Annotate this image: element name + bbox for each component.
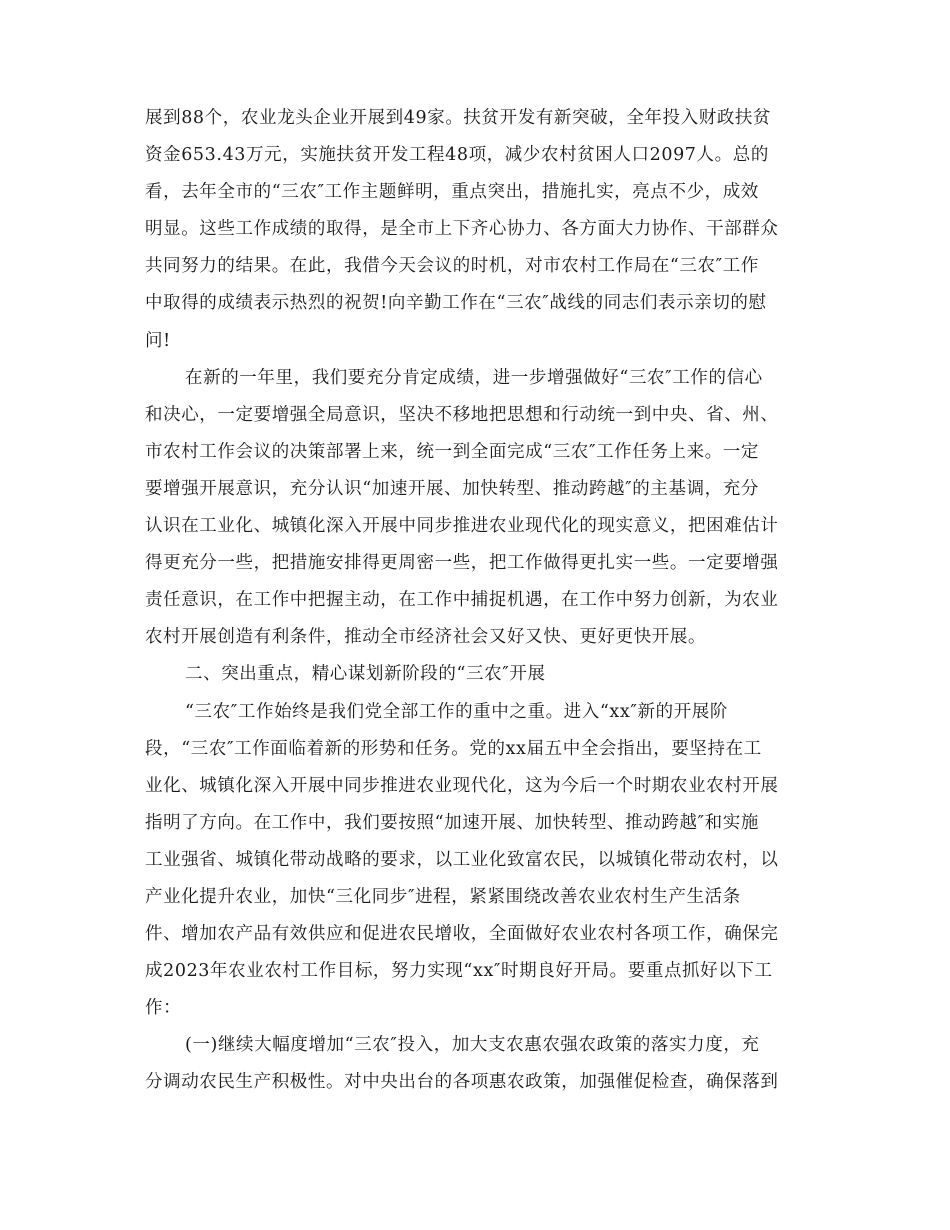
text-line: “三农″工作始终是我们党全部工作的重中之重。进入“xx″新的开展阶 [185, 701, 729, 722]
text-line: 业化、城镇化深入开展中同步推进农业现代化，这为今后一个时期农业农村开展 [145, 775, 779, 796]
text-line: 共同努力的结果。在此，我借今天会议的时机，对市农村工作局在“三农″工作 [145, 256, 759, 277]
text-line: 明显。这些工作成绩的取得，是全市上下齐心协力、各方面大力协作、干部群众 [145, 219, 779, 240]
text-line: 段，“三农″工作面临着新的形势和任务。党的xx届五中全会指出，要坚持在工 [145, 738, 762, 759]
text-line: 责任意识，在工作中把握主动，在工作中捕捉机遇，在工作中努力创新，为农业 [145, 590, 779, 611]
text-line: 产业化提升农业，加快“三化同步″进程，紧紧围绕改善农业农村生产生活条 [145, 886, 741, 907]
text-line: 展到88个，农业龙头企业开展到49家。扶贫开发有新突破，全年投入财政扶贫 [145, 108, 772, 128]
text-line: 看，去年全市的“三农″工作主题鲜明，重点突出，措施扎实，亮点不少，成效 [145, 182, 759, 203]
document-body [145, 100, 805, 1102]
text-line: 件、增加农产品有效供应和促进农民增收，全面做好农业农村各项工作，确保完 [145, 924, 779, 945]
text-line: 市农村工作会议的决策部署上来，统一到全面完成“三农″工作任务上来。一定 [145, 441, 759, 462]
text-line: 和决心，一定要增强全局意识，坚决不移地把思想和行动统一到中央、省、州、 [145, 404, 779, 425]
text-line: 中取得的成绩表示热烈的祝贺!向辛勤工作在“三农″战线的同志们表示亲切的慰 [145, 293, 767, 314]
text-line: 在新的一年里，我们要充分肯定成绩，进一步增强做好“三农″工作的信心 [185, 367, 763, 388]
text-line: 分调动农民生产积极性。对中央出台的各项惠农政策，加强催促检查，确保落到 [145, 1072, 779, 1093]
text-line: 问! [145, 330, 171, 351]
text-line: 成2023年农业农村工作目标，努力实现“xx″时期良好开局。要重点抓好以下工 [145, 961, 773, 982]
text-line: 资金653.43万元，实施扶贫开发工程48项，减少农村贫困人口2097人。总的 [145, 145, 769, 166]
text-line: 要增强开展意识，充分认识“加速开展、加快转型、推动跨越″的主基调，充分 [145, 478, 759, 499]
text-line: 指明了方向。在工作中，我们要按照“加速开展、加快转型、推动跨越″和实施 [145, 812, 759, 833]
text-line: 认识在工业化、城镇化深入开展中同步推进农业现代化的现实意义，把困难估计 [145, 516, 779, 537]
text-line: 二、突出重点，精心谋划新阶段的“三农″开展 [185, 664, 546, 685]
text-line: 工业强省、城镇化带动战略的要求，以工业化致富农民，以城镇化带动农村，以 [145, 849, 779, 870]
text-line: 作： [145, 998, 182, 1019]
text-line: (一)继续大幅度增加“三农″投入，加大支农惠农强农政策的落实力度，充 [185, 1035, 760, 1056]
text-line: 农村开展创造有利条件，推动全市经济社会又好又快、更好更快开展。 [145, 627, 707, 648]
text-line: 得更充分一些，把措施安排得更周密一些，把工作做得更扎实一些。一定要增强 [145, 553, 779, 574]
